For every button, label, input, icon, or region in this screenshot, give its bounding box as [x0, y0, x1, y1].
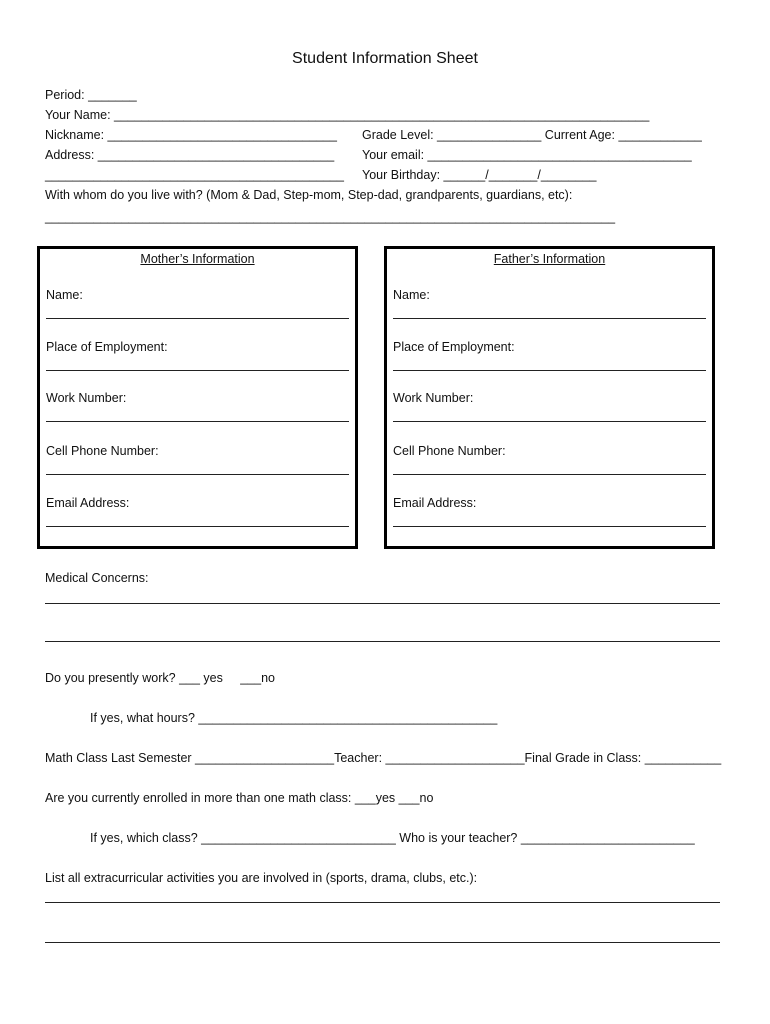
- father-email-line[interactable]: [393, 526, 706, 527]
- fathers-information-heading: Father’s Information: [493, 252, 606, 266]
- page-title: Student Information Sheet: [292, 50, 478, 67]
- father-name-line[interactable]: [393, 318, 706, 319]
- mother-name-label: Name:: [46, 288, 83, 302]
- father-email-label: Email Address:: [393, 496, 477, 510]
- extracurricular-label: List all extracurricular activities you are involved in (sports, drama, clubs, etc.):: [45, 871, 478, 885]
- fathers-information-box: [384, 246, 715, 549]
- email-field[interactable]: Your email: ______________________________________: [362, 148, 692, 162]
- live-with-line[interactable]: __________________________________________________________________________________: [45, 210, 616, 224]
- which-class-field[interactable]: If yes, which class? ____________________________ Who is your teacher? _________________________: [90, 831, 695, 845]
- work-question[interactable]: Do you presently work? ___ yes ___no: [45, 671, 275, 685]
- medical-line-1[interactable]: [45, 603, 720, 604]
- mother-name-line[interactable]: [46, 318, 349, 319]
- mother-work-number-label: Work Number:: [46, 391, 127, 405]
- math-last-semester-field[interactable]: Math Class Last Semester ____________________Teacher: ____________________Final Grade in Class: ___________: [45, 751, 722, 765]
- mother-cell-number-label: Cell Phone Number:: [46, 444, 159, 458]
- mother-employment-label: Place of Employment:: [46, 340, 168, 354]
- mothers-information-heading: Mother’s Information: [140, 252, 255, 266]
- address-field[interactable]: Address: __________________________________: [45, 148, 335, 162]
- mother-employment-line[interactable]: [46, 370, 349, 371]
- address-line-2[interactable]: ___________________________________________: [45, 168, 344, 182]
- extracurricular-line-2[interactable]: [45, 942, 720, 943]
- father-cell-number-line[interactable]: [393, 474, 706, 475]
- birthday-field[interactable]: Your Birthday: ______/_______/________: [362, 168, 597, 182]
- nickname-field[interactable]: Nickname: _________________________________: [45, 128, 337, 142]
- medical-concerns-label: Medical Concerns:: [45, 571, 149, 585]
- grade-age-field[interactable]: Grade Level: _______________ Current Age: ____________: [362, 128, 702, 142]
- father-work-number-line[interactable]: [393, 421, 706, 422]
- mother-work-number-line[interactable]: [46, 421, 349, 422]
- father-employment-label: Place of Employment:: [393, 340, 515, 354]
- father-employment-line[interactable]: [393, 370, 706, 371]
- mothers-information-box: [37, 246, 358, 549]
- extracurricular-line-1[interactable]: [45, 902, 720, 903]
- live-with-label: With whom do you live with? (Mom & Dad, Step-mom, Step-dad, grandparents, guardians, etc):: [45, 188, 573, 202]
- mother-email-line[interactable]: [46, 526, 349, 527]
- father-work-number-label: Work Number:: [393, 391, 474, 405]
- medical-line-2[interactable]: [45, 641, 720, 642]
- enrolled-question[interactable]: Are you currently enrolled in more than one math class: ___yes ___no: [45, 791, 434, 805]
- work-hours-field[interactable]: If yes, what hours? ___________________________________________: [90, 711, 498, 725]
- father-cell-number-label: Cell Phone Number:: [393, 444, 506, 458]
- your-name-field[interactable]: Your Name: _____________________________________________________________________________: [45, 108, 650, 122]
- mother-cell-number-line[interactable]: [46, 474, 349, 475]
- mother-email-label: Email Address:: [46, 496, 130, 510]
- period-field[interactable]: Period: _______: [45, 88, 137, 102]
- father-name-label: Name:: [393, 288, 430, 302]
